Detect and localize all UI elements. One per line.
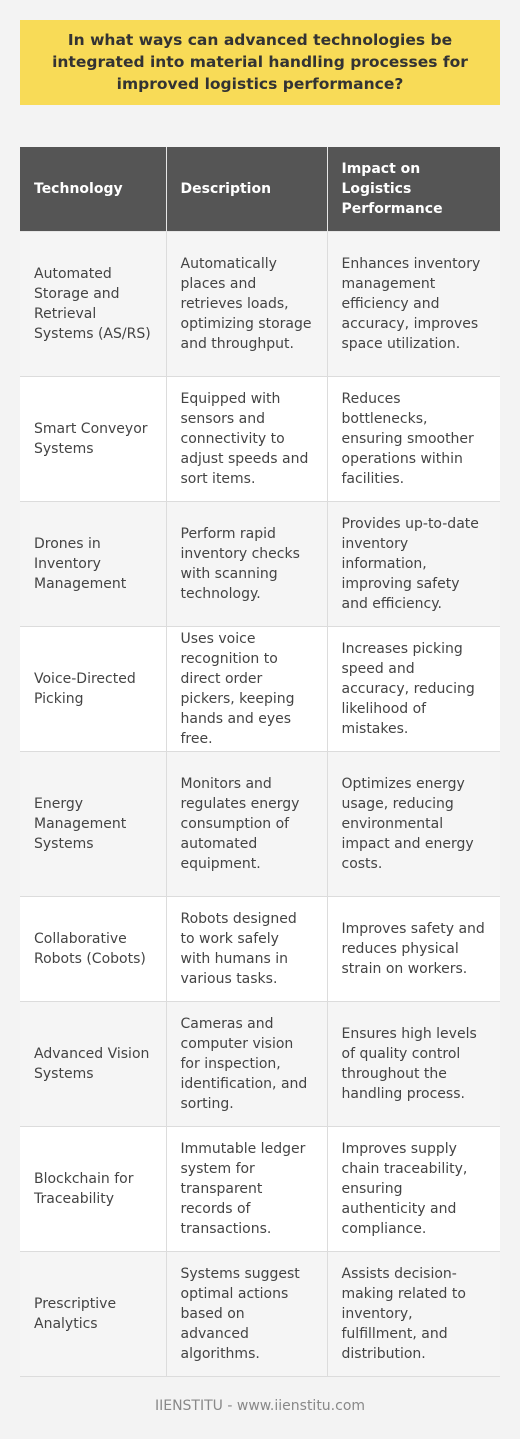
table-header-row — [20, 147, 500, 231]
table-row — [20, 896, 500, 1001]
table-row — [20, 1251, 500, 1376]
cell-impact: Increases picking speed and accuracy, reducing likelihood of mistakes. — [327, 626, 500, 751]
cell-description: Systems suggest optimal actions based on advanced algorithms. — [166, 1251, 327, 1376]
cell-impact: Assists decision-making related to inventory, fulfillment, and distribution. — [327, 1251, 500, 1376]
table-row — [20, 376, 500, 501]
question-title: In what ways can advanced technologies be integrated into material handling processes for improved logistics performance? — [20, 20, 500, 105]
cell-technology: Blockchain for Traceability — [20, 1126, 166, 1251]
cell-impact: Enhances inventory management efficiency and accuracy, improves space utilization. — [327, 231, 500, 376]
table-row — [20, 501, 500, 626]
table-row — [20, 626, 500, 751]
header-impact: Impact on Logistics Performance — [327, 147, 500, 231]
cell-impact: Reduces bottlenecks, ensuring smoother operations within facilities. — [327, 376, 500, 501]
cell-impact: Provides up-to-date inventory information, improving safety and efficiency. — [327, 501, 500, 626]
cell-description: Uses voice recognition to direct order pickers, keeping hands and eyes free. — [166, 626, 327, 751]
header-technology: Technology — [20, 147, 166, 231]
cell-technology: Voice-Directed Picking — [20, 626, 166, 751]
table-row — [20, 1126, 500, 1251]
cell-technology: Advanced Vision Systems — [20, 1001, 166, 1126]
cell-description: Equipped with sensors and connectivity to adjust speeds and sort items. — [166, 376, 327, 501]
cell-impact: Improves supply chain traceability, ensuring authenticity and compliance. — [327, 1126, 500, 1251]
cell-technology: Automated Storage and Retrieval Systems (AS/RS) — [20, 231, 166, 376]
cell-technology: Collaborative Robots (Cobots) — [20, 896, 166, 1001]
cell-technology: Energy Management Systems — [20, 751, 166, 896]
technology-table — [20, 147, 500, 1377]
cell-description: Immutable ledger system for transparent records of transactions. — [166, 1126, 327, 1251]
header-description: Description — [166, 147, 327, 231]
cell-technology: Drones in Inventory Management — [20, 501, 166, 626]
cell-impact: Ensures high levels of quality control throughout the handling process. — [327, 1001, 500, 1126]
cell-description: Automatically places and retrieves loads, optimizing storage and throughput. — [166, 231, 327, 376]
cell-technology: Smart Conveyor Systems — [20, 376, 166, 501]
cell-description: Cameras and computer vision for inspection, identification, and sorting. — [166, 1001, 327, 1126]
cell-description: Perform rapid inventory checks with scanning technology. — [166, 501, 327, 626]
table-row — [20, 751, 500, 896]
footer-credit: IIENSTITU - www.iienstitu.com — [154, 1398, 366, 1414]
cell-description: Robots designed to work safely with humans in various tasks. — [166, 896, 327, 1001]
cell-impact: Optimizes energy usage, reducing environmental impact and energy costs. — [327, 751, 500, 896]
cell-impact: Improves safety and reduces physical strain on workers. — [327, 896, 500, 1001]
table-row — [20, 231, 500, 376]
cell-description: Monitors and regulates energy consumption of automated equipment. — [166, 751, 327, 896]
cell-technology: Prescriptive Analytics — [20, 1251, 166, 1376]
table-row — [20, 1001, 500, 1126]
